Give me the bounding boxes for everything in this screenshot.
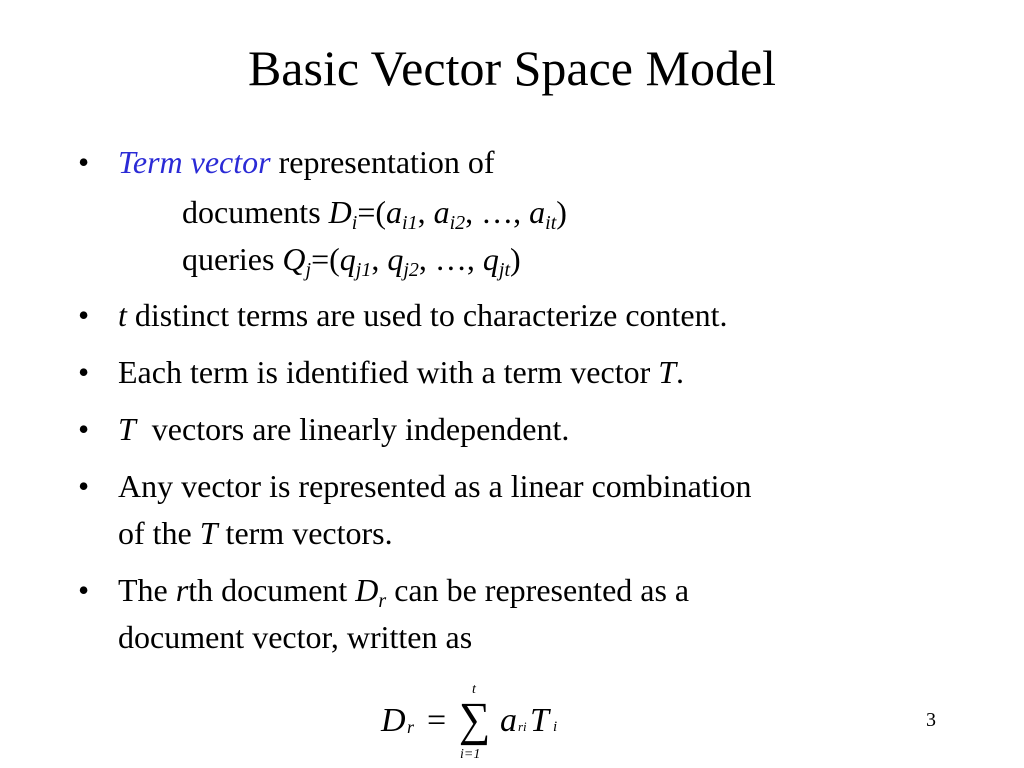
D-sub: r bbox=[378, 590, 387, 612]
formula-lower-limit: i=1 bbox=[460, 747, 481, 762]
bullet-glyph: • bbox=[78, 354, 90, 390]
documents-eq: =( bbox=[357, 194, 387, 230]
formula-equals: = bbox=[427, 702, 447, 739]
bullet-glyph: • bbox=[78, 144, 90, 180]
page-number: 3 bbox=[926, 709, 936, 731]
doc-a2-sub: i2 bbox=[449, 212, 466, 234]
doc-a1: a bbox=[386, 194, 403, 230]
bullet-text: representation of bbox=[270, 144, 495, 180]
bullet-text: The bbox=[118, 572, 176, 608]
slide-title: Basic Vector Space Model bbox=[247, 40, 777, 96]
bullet-text: vectors are linearly independent. bbox=[135, 411, 570, 447]
bullet-rth-document-line1 bbox=[118, 571, 690, 612]
query-sep1: , bbox=[371, 241, 388, 277]
bullet-glyph: • bbox=[78, 411, 90, 447]
formula-term-T-sub: i bbox=[553, 719, 558, 735]
D-symbol: D bbox=[355, 572, 379, 608]
bullet-distinct-terms bbox=[118, 296, 728, 334]
bullet-linear-combination-line2 bbox=[118, 514, 393, 552]
doc-sep1: , bbox=[417, 194, 434, 230]
bullet-text: distinct terms are used to characterize content. bbox=[126, 297, 728, 333]
formula-lhs-sub: r bbox=[407, 717, 415, 737]
documents-index: i bbox=[351, 212, 358, 234]
T-var: T bbox=[118, 411, 136, 447]
doc-at-sub: it bbox=[545, 212, 557, 234]
doc-sep2: , …, bbox=[465, 194, 530, 230]
doc-a2: a bbox=[433, 194, 450, 230]
doc-close: ) bbox=[556, 194, 567, 230]
query-close: ) bbox=[510, 241, 521, 277]
query-sep2: , …, bbox=[418, 241, 483, 277]
query-q2: q bbox=[387, 241, 404, 277]
documents-line bbox=[182, 193, 567, 234]
T-var: T bbox=[199, 515, 218, 551]
documents-label: documents bbox=[182, 194, 329, 230]
bullet-glyph: • bbox=[78, 468, 90, 504]
queries-eq: =( bbox=[311, 241, 340, 277]
bullet-glyph: • bbox=[78, 297, 90, 333]
documents-symbol: D bbox=[328, 194, 352, 230]
bullet-term-identified bbox=[118, 353, 684, 391]
bullet-rth-document-line2: document vector, written as bbox=[118, 619, 473, 655]
bullet-text: th document bbox=[188, 572, 356, 608]
bullet-text: of the bbox=[118, 515, 200, 551]
doc-at: a bbox=[529, 194, 546, 230]
bullet-glyph: • bbox=[78, 572, 90, 608]
formula-term-a: a bbox=[500, 702, 517, 739]
bullet-linearly-independent bbox=[118, 410, 569, 448]
bullet-text: can be represented as a bbox=[386, 572, 690, 608]
bullet-end: . bbox=[676, 354, 685, 390]
formula-lhs: D bbox=[381, 702, 406, 739]
queries-symbol: Q bbox=[282, 241, 306, 277]
bullet-linear-combination-line1: Any vector is represented as a linear combination bbox=[118, 468, 752, 504]
queries-line bbox=[182, 240, 521, 281]
term-vector-emphasis: Term vector bbox=[118, 144, 271, 180]
formula-upper-limit: t bbox=[472, 682, 476, 697]
bullet-text: term vectors. bbox=[217, 515, 393, 551]
queries-label: queries bbox=[182, 241, 283, 277]
r-var: r bbox=[175, 572, 189, 608]
formula-term-T: T bbox=[530, 702, 549, 739]
query-qt-sub: jt bbox=[498, 259, 511, 281]
query-q1-sub: j1 bbox=[355, 259, 372, 281]
queries-index: j bbox=[305, 259, 312, 281]
query-q1: q bbox=[339, 241, 356, 277]
doc-a1-sub: i1 bbox=[402, 212, 418, 234]
query-qt: q bbox=[482, 241, 499, 277]
query-q2-sub: j2 bbox=[403, 259, 419, 281]
bullet-text: Each term is identified with a term vector bbox=[118, 354, 659, 390]
bullet-term-vector bbox=[118, 143, 494, 181]
T-var: T bbox=[658, 354, 677, 390]
sigma-symbol: ∑ bbox=[459, 692, 491, 746]
t-var: t bbox=[118, 297, 127, 333]
formula-term-a-sub: ri bbox=[518, 719, 527, 734]
